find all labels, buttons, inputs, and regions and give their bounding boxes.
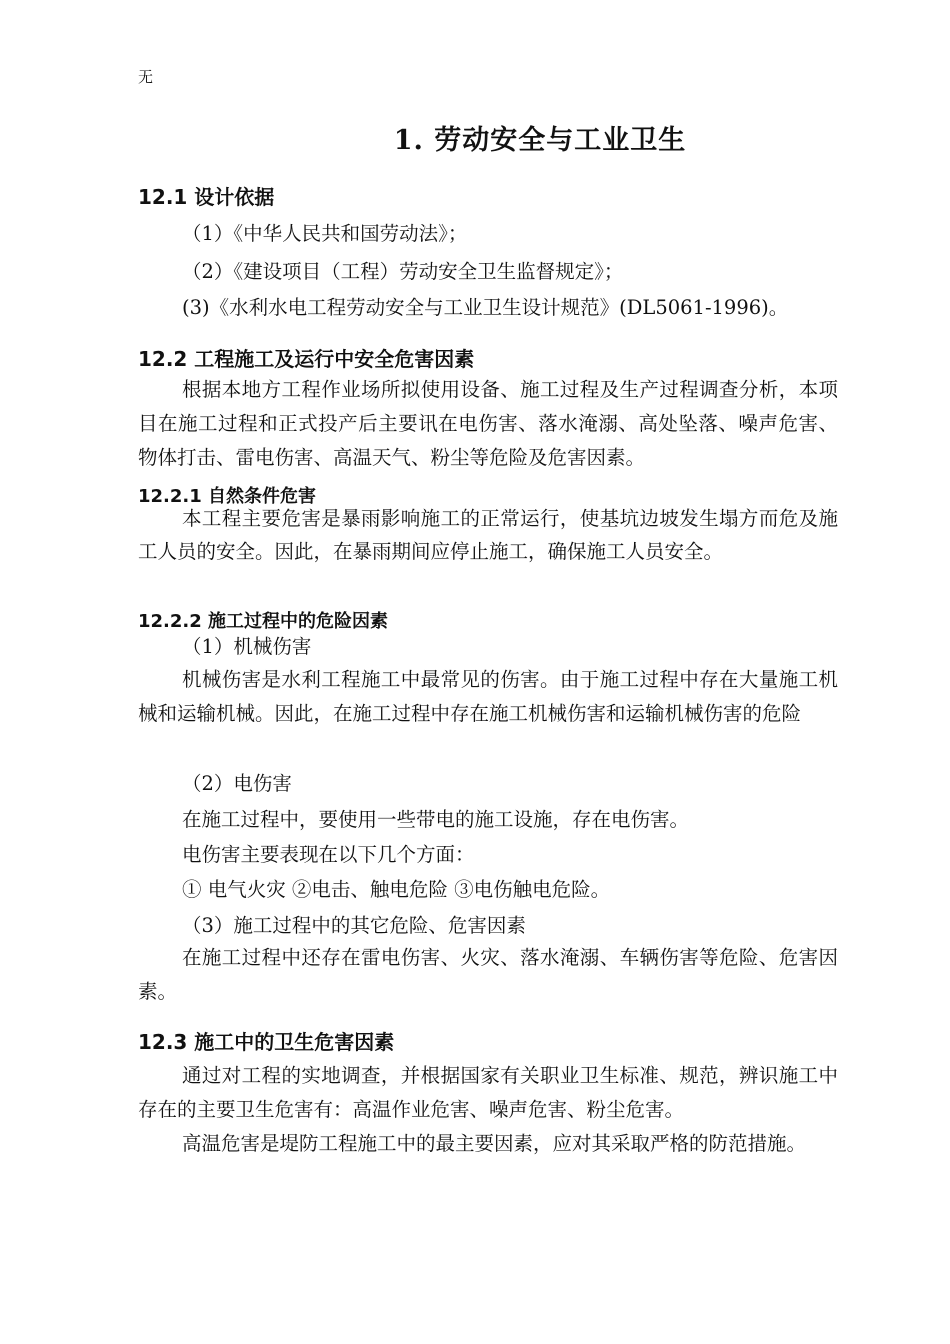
item-1-paragraph: 机械伤害是水利工程施工中最常见的伤害。由于施工过程中存在大量施工机械和运输机械。因此，在施工过程中存在施工机械伤害和运输机械伤害的危险 bbox=[138, 668, 838, 725]
paragraph-12-2-intro: 根据本地方工程作业场所拟使用设备、施工过程及生产过程调查分析，本项目在施工过程和正式投产后主要讯在电伤害、落水淹溺、高处坠落、噪声危害、物体打击、雷电伤害、高温天气、粉尘等危险及危害因素。 bbox=[138, 378, 838, 469]
heading-12-3: 12.3 施工中的卫生危害因素 bbox=[138, 1030, 395, 1054]
heading-12-2-1: 12.2.1 自然条件危害 bbox=[138, 486, 317, 507]
heading-12-1: 12.1 设计依据 bbox=[138, 185, 275, 209]
item-2-label: （2）电伤害 bbox=[182, 772, 292, 795]
basis-item-2: （2）《建设项目（工程）劳动安全卫生监督规定》； bbox=[182, 260, 624, 283]
heading-12-2-2: 12.2.2 施工过程中的危险因素 bbox=[138, 611, 389, 632]
item-2-list: ① 电气火灾 ②电击、触电危险 ③电伤触电危险。 bbox=[182, 878, 611, 901]
item-2-text-1: 在施工过程中，要使用一些带电的施工设施，存在电伤害。 bbox=[182, 808, 690, 831]
paragraph-12-3-2: 高温危害是堤防工程施工中的最主要因素，应对其采取严格的防范措施。 bbox=[182, 1132, 807, 1155]
item-3-label: （3）施工过程中的其它危险、危害因素 bbox=[182, 914, 526, 937]
basis-item-3: (3)《水利水电工程劳动安全与工业卫生设计规范》(DL5061-1996)。 bbox=[182, 296, 789, 319]
item-3-paragraph: 在施工过程中还存在雷电伤害、火灾、落水淹溺、车辆伤害等危险、危害因素。 bbox=[138, 946, 838, 1003]
paragraph-12-3-1: 通过对工程的实地调查，并根据国家有关职业卫生标准、规范，辨识施工中存在的主要卫生危害有：高温作业危害、噪声危害、粉尘危害。 bbox=[138, 1064, 838, 1121]
basis-item-1: （1）《中华人民共和国劳动法》； bbox=[182, 222, 468, 245]
heading-12-2: 12.2 工程施工及运行中安全危害因素 bbox=[138, 347, 475, 371]
item-2-text-2: 电伤害主要表现在以下几个方面： bbox=[182, 843, 475, 866]
chapter-title: 1. 劳动安全与工业卫生 bbox=[393, 125, 687, 156]
paragraph-12-2-1: 本工程主要危害是暴雨影响施工的正常运行，使基坑边坡发生塌方而危及施工人员的安全。因此，在暴雨期间应停止施工，确保施工人员安全。 bbox=[138, 507, 838, 563]
header-mark: 无 bbox=[138, 68, 154, 86]
item-1-label: （1）机械伤害 bbox=[182, 635, 312, 658]
